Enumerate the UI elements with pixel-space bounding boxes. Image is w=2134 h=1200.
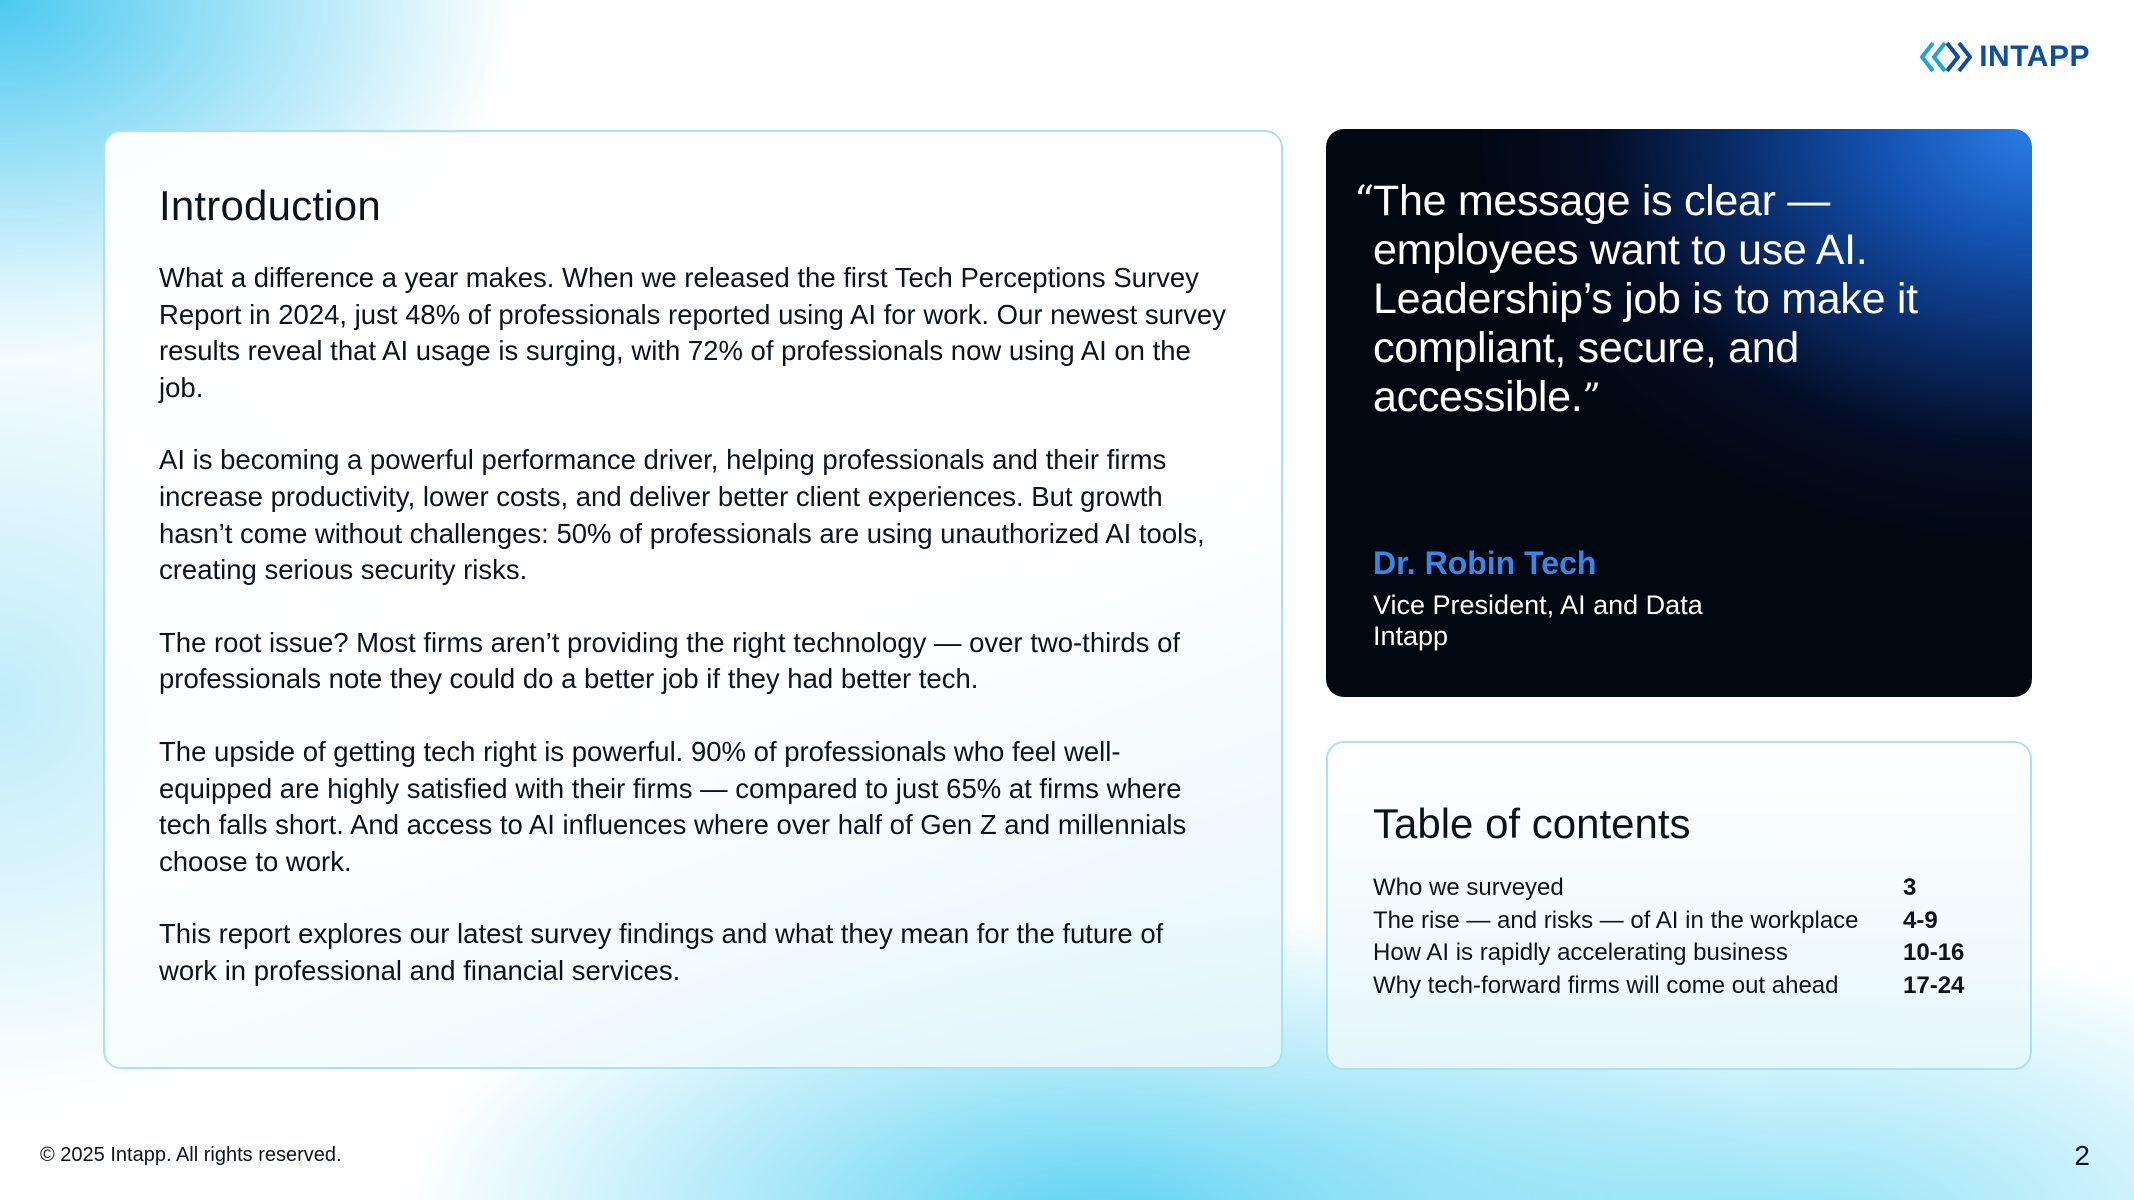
quote-card [1326,129,2032,697]
introduction-paragraph: AI is becoming a powerful performance driver, helping professionals and their firms increase productivity, lower costs, and deliver better client experiences. But growth hasn’t come without challenges: 50% of professionals are using unauthorized AI tools, creating serious security risks. [159,444,1205,586]
toc-item[interactable] [1373,872,1986,905]
copyright-notice: © 2025 Intapp. All rights reserved. [40,1144,342,1166]
toc-item[interactable] [1373,970,1986,1003]
introduction-paragraph: The root issue? Most firms aren’t providing the right technology — over two-thirds of professionals note they could do a better job if they had better tech. [159,626,1181,695]
quote-author-company: Intapp [1373,621,1449,651]
quote-body: The message is clear — employees want to use AI. Leadership’s job is to make it compliant, secure, and accessible. [1373,177,1918,421]
toc-item[interactable] [1373,937,1986,970]
intapp-chevrons-icon [1919,40,1973,74]
toc-item-pages: 4-9 [1903,906,1938,934]
quote-author-details [1373,590,1703,652]
quote-author-name: Dr. Robin Tech [1373,545,1597,581]
quote-author-role: Vice President, AI and Data [1373,590,1703,620]
logo-wordmark: INTAPP [1979,40,2090,73]
introduction-paragraph: This report explores our latest survey findings and what they mean for the future of work in professional and financial services. [159,918,1164,986]
close-quote-mark: ” [1582,377,1601,418]
toc-item[interactable] [1373,905,1986,938]
intapp-logo [1919,40,2090,74]
page-number: 2 [2074,1140,2090,1171]
table-of-contents-card [1326,741,2032,1070]
toc-title: Table of contents [1373,800,1691,847]
toc-item-label: How AI is rapidly accelerating business [1373,939,1788,967]
toc-item-label: Why tech-forward firms will come out ahead [1373,971,1839,999]
toc-item-pages: 17-24 [1903,971,1965,999]
toc-item-label: Who we surveyed [1373,874,1564,902]
introduction-title: Introduction [159,182,381,229]
toc-item-pages: 10-16 [1903,939,1965,967]
introduction-card [103,130,1283,1069]
toc-item-label: The rise — and risks — of AI in the workplace [1373,906,1859,934]
open-quote-mark: “ [1354,178,1375,224]
quote-text [1373,177,1933,422]
toc-item-pages: 3 [1903,874,1917,902]
introduction-paragraph: What a difference a year makes. When we released the first Tech Perceptions Survey Report in 2024, just 48% of professionals reported using AI for work. Our newest survey results reveal that AI usage is surging, with 72% of professionals now using AI on the job. [159,262,1226,403]
introduction-paragraph: The upside of getting tech right is powerful. 90% of professionals who feel well-equipped are highly satisfied with their firms — compared to just 65% at firms where tech falls short. And access to AI influences where over half of Gen Z and millennials choose to work. [159,735,1187,877]
